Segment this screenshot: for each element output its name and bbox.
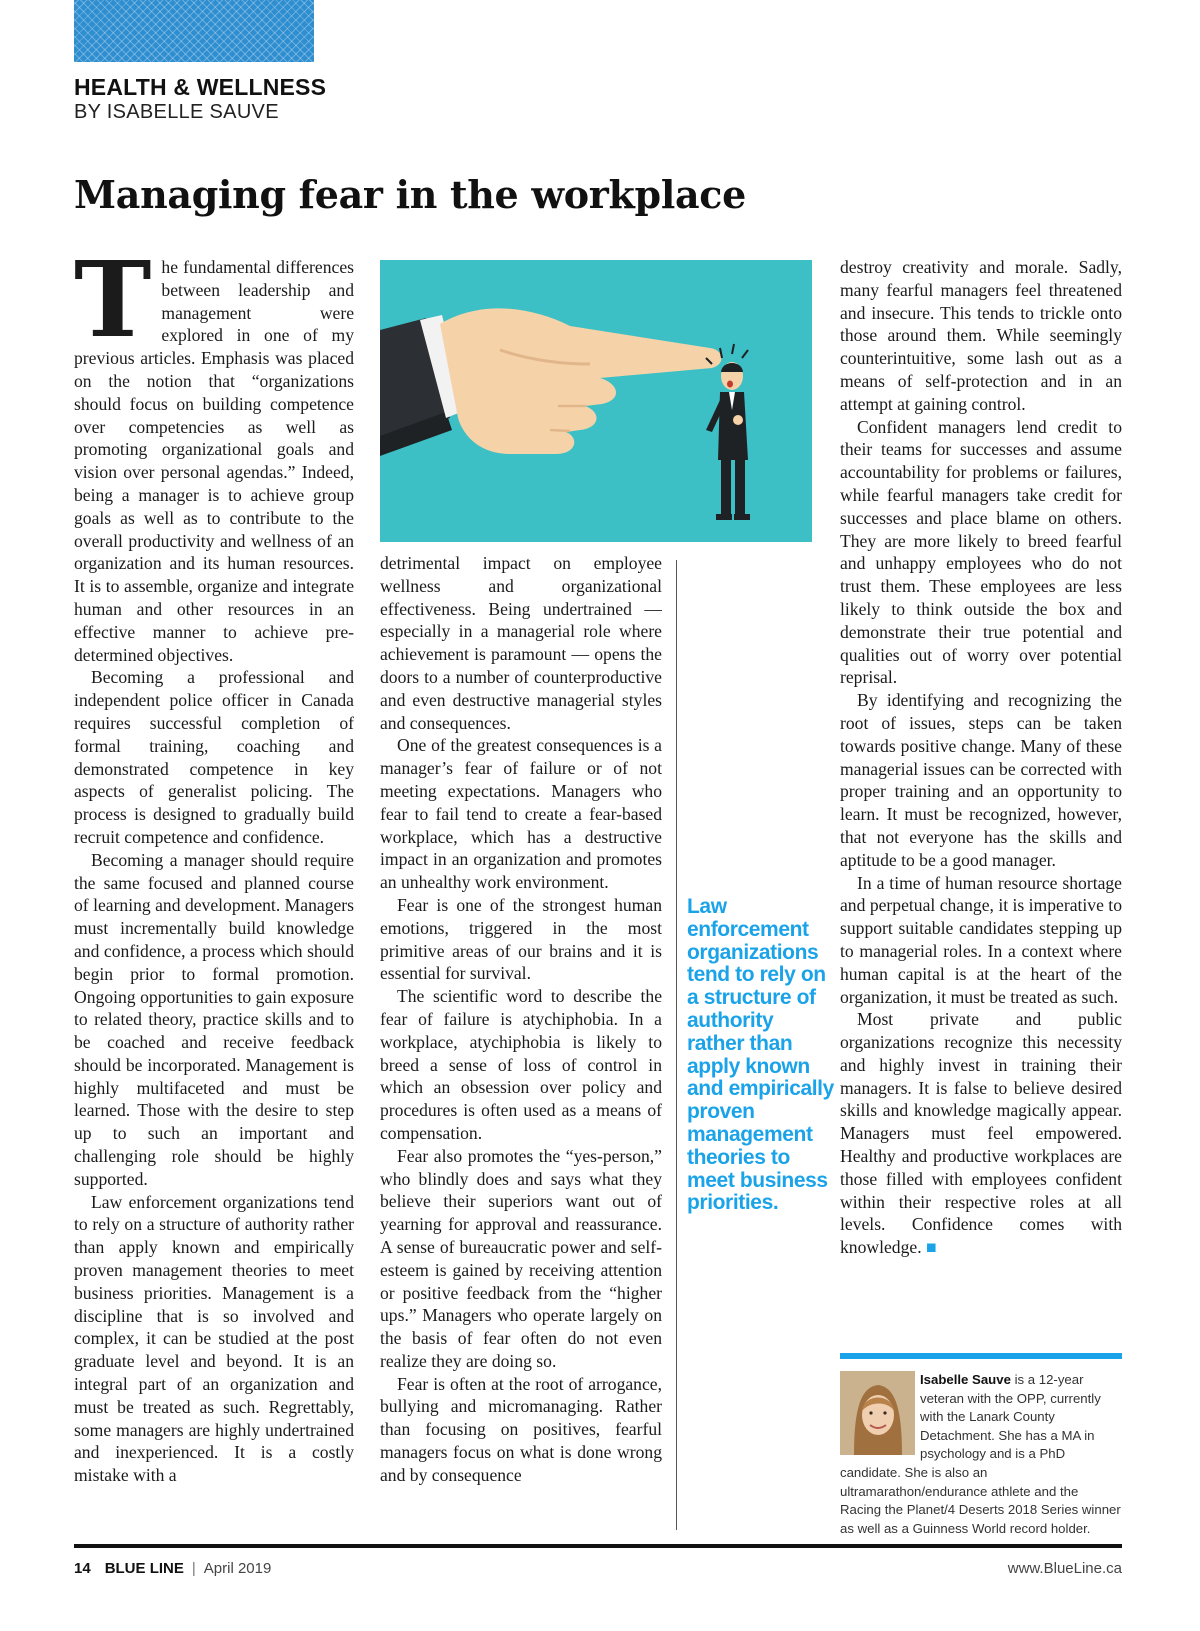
column-1 (74, 256, 354, 1528)
footer-left (74, 1560, 271, 1577)
author-bio (840, 1371, 1122, 1538)
paragraph: Law enforcement organizations tend to rely on a structure of authority rather than apply known and empirically proven management theories to meet business priorities. Management is a discipline that is so involved and complex, it can be studied at the post graduate level and beyond. It is an integral part of an organization and must be treated as such. Regrettably, some managers are highly undertrained and inexperienced. It is a costly mistake with a (74, 1191, 354, 1486)
drop-cap: T (74, 256, 152, 361)
pointing-hand-illustration (380, 260, 812, 542)
column-2 (380, 552, 662, 1528)
paragraph: One of the greatest consequences is a manager’s fear of failure or of not meeting expectations. Managers who fear to fail tend to create a fear-based workplace, which has a destructive impact in an organization and promotes an unhealthy work environment. (380, 735, 662, 893)
column-3 (840, 256, 1122, 1326)
paragraph: In a time of human resource shortage and perpetual change, it is imperative to support suitable candidates stepping up to managerial roles. In a context where human capital is at the heart of the organization, it must be treated as such. (840, 872, 1122, 1007)
issue-date: April 2019 (203, 1560, 272, 1577)
paragraph: Confident managers lend credit to their teams for successes and assume accountability for problems or failures, while fearful managers take credit for successes and place blame on others. They are more likely to breed fearful and unhappy employees who do not trust them. These employees are less likely to think outside the box and demonstrate their true potential and qualities out of worry over potential reprisal. (840, 416, 1122, 688)
footer-rule (74, 1544, 1122, 1548)
paragraph: Becoming a professional and independent police officer in Canada requires successful completion of formal training, coaching and demonstrated competence in key aspects of generalist policing. The process is designed to gradually build recruit competence and confidence. (74, 667, 354, 847)
footer-separator: | (191, 1560, 196, 1577)
magazine-name: BLUE LINE (104, 1560, 184, 1577)
paragraph: detrimental impact on employee wellness and organizational effectiveness. Being undertrained — especially in a managerial role where achievement is paramount — opens the doors to a number of counterproductive and even destructive managerial styles and consequences. (380, 553, 662, 733)
paragraph: Fear is often at the root of arrogance, bullying and micromanaging. Rather than focusing on positives, fearful managers focus on what is done wrong and by consequence (380, 1373, 662, 1485)
pull-quote: Law enforcement organizations tend to rely on a structure of authority rather than apply known and empirically proven management theories to meet business priorities. (687, 895, 834, 1215)
header-pattern (74, 0, 314, 62)
website-link[interactable]: www.BlueLine.ca (1007, 1560, 1122, 1577)
bio-divider (840, 1353, 1122, 1359)
paragraph: The scientific word to describe the fear of failure is atychiphobia. In a workplace, atychiphobia is likely to breed a sense of loss of control in which an obsession over policy and procedures is often used as a means of compensation. (380, 986, 662, 1143)
author-bio-text: is a 12-year veteran with the OPP, currently with the Lanark County Detachment. She has a MA in psychology and is a PhD candidate. She is also an ultramarathon/endurance athlete and the Racing the Planet/4 Deserts 2018 Series winner as well as a Guinness World record holder. (840, 1372, 1121, 1536)
paragraph: Most private and public organizations recognize this necessity and highly invest in training their managers. It is false to believe desired skills and knowledge magically appear. Managers must feel empowered. Healthy and productive workplaces are those filled with employees confident within their respective roles at all levels. Confidence comes with knowledge. ■ (840, 1009, 1122, 1258)
paragraph: Fear also promotes the “yes-person,” who blindly does and says what they believe their superiors want out of yearning for approval and reassurance. A sense of bureaucratic power and self-esteem is gained by receiving attention or positive feedback from the “higher ups.” Managers who operate largely on the basis of fear often do not even realize they are doing so. (380, 1145, 662, 1371)
author-name: Isabelle Sauve (920, 1372, 1011, 1387)
paragraph: The fundamental differences between leadership and management were explored in one of my previous articles. Emphasis was placed on the notion that “organizations should focus on building competence over competencies as well as promoting organizational goals and vision over personal agendas.” Indeed, being a manager is to achieve group goals as well as to contribute to the overall productivity and wellness of an organization and its human resources. It is to assemble, organize and integrate human and other resources in an effective manner to achieve pre-determined objectives. (74, 256, 354, 665)
column-divider (676, 560, 677, 1530)
page-number: 14 (74, 1560, 91, 1577)
end-mark-icon: ■ (926, 1237, 937, 1258)
article-title: Managing fear in the workplace (74, 172, 746, 217)
section-label: HEALTH & WELLNESS (74, 74, 327, 100)
byline: BY ISABELLE SAUVE (74, 101, 279, 123)
paragraph: Becoming a manager should require the same focused and planned course of learning and development. Managers must incrementally build knowledge and confidence, a process which should begin prior to formal promotion. Ongoing opportunities to gain exposure to related theory, practice skills and to be coached and receive feedback should be incorporated. Management is highly multifaceted and must be learned. Those with the desire to step up to such an important and challenging role should be highly supported. (74, 849, 354, 1189)
paragraph: Fear is one of the strongest human emotions, triggered in the most primitive areas of our brains and it is essential for survival. (380, 894, 662, 984)
paragraph: destroy creativity and morale. Sadly, many fearful managers feel threatened and insecure. This tends to trickle onto those around them. While seemingly counterintuitive, some lash out as a means of self-protection and in an attempt at gaining control. (840, 257, 1122, 414)
paragraph: By identifying and recognizing the root of issues, steps can be taken towards positive change. Many of these managerial issues can be corrected with proper training and an opportunity to learn. It must be recognized, however, that not everyone has the skills and aptitude to be a good manager. (840, 690, 1122, 870)
